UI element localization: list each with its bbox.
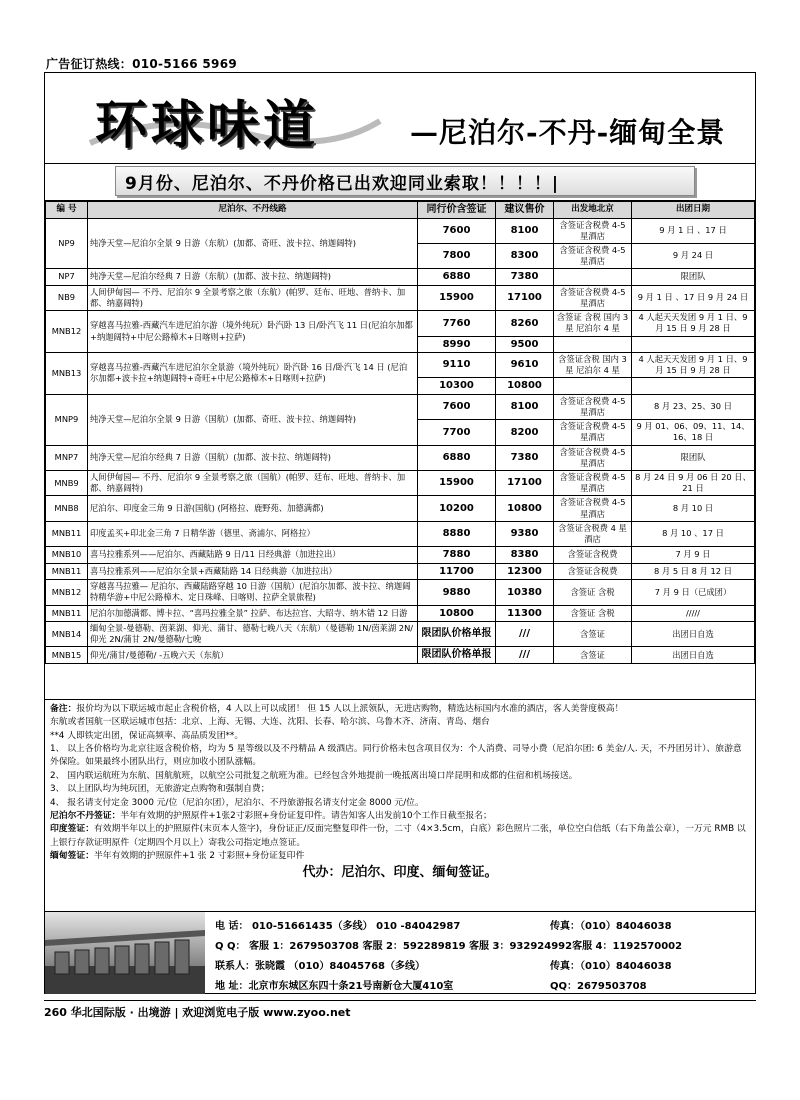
peer-price: 9880 [418,580,496,605]
departure-dates: 限团队 [632,445,755,470]
suggested-price: 10800 [496,496,554,521]
visa-info [554,269,632,286]
note-2: 2、 国内联运航班为东航、国航航班，以航空公司批复之航班为准。已经包含外地提前一晚抵离出境口岸昆明和成都的住宿和机场接送。 [50,770,578,781]
suggested-price: 17100 [496,471,554,496]
peer-price: 15900 [418,471,496,496]
visa-info: 含签证 含税 [554,580,632,605]
peer-price: 7600 [418,394,496,419]
peer-price: 7600 [418,218,496,243]
departure-dates: 4 人起天天发团 9 月 1 日、9 月 15 日 9 月 28 日 [632,311,755,336]
visa-info: 含签证含税费 4-5 星酒店 [554,285,632,310]
peer-price: 11700 [418,563,496,580]
note-3: 3、 以上团队均为纯玩团，无旅游定点购物和强制自费； [50,784,270,795]
visa-info: 含签证含税费 4-5 星酒店 [554,445,632,470]
departure-dates: 8 月 10 、17 日 [632,521,755,546]
prayer-wheels-illustration [45,912,205,994]
suggested-price: 8100 [496,394,554,419]
route-name: 人间伊甸园— 不丹、尼泊尔 9 全景考察之旅（东航）(帕罗、廷布、旺地、普纳卡、加都、纳嘉阔特) [88,285,418,310]
table-row [46,394,755,419]
peer-price: 10300 [418,378,496,395]
peer-price: 6880 [418,269,496,286]
notes-section [44,700,756,912]
visa-info: 含签证含税费 [554,563,632,580]
route-name: 穿越喜马拉雅-西藏汽车进尼泊尔游（境外纯玩）卧汽卧 13 日/卧汽飞 11 日(尼泊尔加都+纳迦阔特+中尼公路樟木+日喀则+拉萨) [88,311,418,353]
contact-person: 联系人：张晓霞 （010）84045768（多线） [215,961,426,972]
ad-hotline: 广告征订热线：010-5166 5969 [46,57,238,71]
route-code: MNB11 [46,521,88,546]
table-row [46,445,755,470]
india-visa: 印度签证：有效期半年以上的护照原件(末页本人签字)，身份证正/反面完整复印件一份，二寸（4×3.5cm，白底）彩色照片二张，单位空白信纸（右下角盖公章），一万元 RMB 以上银行存款证明原件（定期四个月以上）寄我公司指定地点签证。 [50,824,746,848]
suggested-price: 10800 [496,378,554,395]
peer-price: 限团队价格单报 [418,622,496,647]
departure-dates: 4 人起天天发团 9 月 1 日、9 月 15 日 9 月 28 日 [632,353,755,378]
note-4: 4、 报名请支付定金 3000 元/位（尼泊尔团），尼泊尔、不丹旅游报名请支付定金 8000 元/位。 [50,797,424,808]
peer-price: 限团队价格单报 [418,647,496,664]
table-row [46,647,755,664]
qq-main: QQ：2679503708 [550,981,647,992]
route-code: MNB8 [46,496,88,521]
suggested-price: 8380 [496,547,554,564]
suggested-price: 8100 [496,218,554,243]
table-header [46,202,755,219]
table-row [46,353,755,378]
route-code: MNB11 [46,605,88,622]
suggested-price: 7380 [496,445,554,470]
peer-price: 9110 [418,353,496,378]
route-name: 纯净天堂—尼泊尔经典 7 日游（国航）(加都、波卡拉、纳迦阔特) [88,445,418,470]
route-code: NB9 [46,285,88,310]
col-suggested-price: 建议售价 [496,202,554,219]
title-banner [44,72,756,164]
visa-info: 含签证含税费 4-5 星酒店 [554,471,632,496]
table-row [46,580,755,605]
peer-price: 8880 [418,521,496,546]
table-row [46,521,755,546]
departure-dates [632,378,755,395]
suggested-price: 8260 [496,311,554,336]
peer-price: 7760 [418,311,496,336]
fax-1: 传真：（010）84046038 [550,921,672,932]
peer-price: 8990 [418,336,496,353]
visa-info: 含签证含税费 4-5 星酒店 [554,394,632,419]
route-name: 纯净天堂—尼泊尔全景 9 日游（东航）(加都、奇旺、波卡拉、纳迦阔特) [88,218,418,269]
table-row [46,563,755,580]
departure-dates: ///// [632,605,755,622]
visa-info [554,336,632,353]
suggested-price: /// [496,622,554,647]
myanmar-visa: 缅甸签证：半年有效期的护照原件+1 张 2 寸彩照+身份证复印件 [50,850,305,861]
visa-info: 含签证 [554,622,632,647]
suggested-price: 9380 [496,521,554,546]
col-departure: 出发地北京 [554,202,632,219]
suggested-price: 10380 [496,580,554,605]
address: 地 址：北京市东城区东四十条21号南新仓大厦410室 [215,981,454,992]
table-row [46,605,755,622]
route-name: 纯净天堂—尼泊尔经典 7 日游（东航）(加都、波卡拉、纳迦阔特) [88,269,418,286]
peer-price: 10800 [418,605,496,622]
departure-dates: 8 月 10 日 [632,496,755,521]
departure-dates: 8 月 5 日 8 月 12 日 [632,563,755,580]
route-name: 尼泊尔、印度金三角 9 日游(国航) (阿格拉、鹿野苑、加德满都) [88,496,418,521]
visa-info [554,378,632,395]
table-row [46,311,755,336]
cities: 东航或者国航一区联运城市包括：北京、上海、无锡、大连、沈阳、长春、哈尔滨、乌鲁木齐、济南、青岛、烟台 [50,717,490,728]
departure-dates: 限团队 [632,269,755,286]
visa-info: 含签证含税费 4-5 星酒店 [554,218,632,243]
departure-dates: 8 月 23、25、30 日 [632,394,755,419]
page-footer: 260 华北国际版 · 出境游 | 欢迎浏览电子版 www.zyoo.net [44,1000,756,1018]
route-code: MNB9 [46,471,88,496]
suggested-price: 9610 [496,353,554,378]
peer-price: 7800 [418,243,496,268]
visa-info: 含签证含税费 [554,547,632,564]
table-row [46,269,755,286]
notice-bar [44,164,756,200]
suggested-price: 9500 [496,336,554,353]
departure-dates: 出团日自选 [632,647,755,664]
suggested-price: 8300 [496,243,554,268]
qq-list: Q Q： 客服 1：2679503708 客服 2：592289819 客服 3：932924992客服 4：1192570002 [215,941,683,952]
route-table-container [44,200,756,700]
main-title: 环球味道 [95,95,320,156]
route-code: MNB14 [46,622,88,647]
visa-info: 含签证含税费 4-5 星酒店 [554,420,632,445]
visa-info: 含签证含税费 4-5 星酒店 [554,243,632,268]
route-code: MNP7 [46,445,88,470]
peer-price: 15900 [418,285,496,310]
visa-info: 含签证 [554,647,632,664]
suggested-price: 12300 [496,563,554,580]
departure-dates: 7 月 9 日 [632,547,755,564]
table-row [46,496,755,521]
departure-dates: 出团日自选 [632,622,755,647]
route-name: 缅甸全景-曼德勒、茵莱湖、仰光、蒲甘、德勒七晚八天（东航）（曼德勒 1N/茵莱湖 2N/仰光 2N/蒲甘 2N/曼德勒/七晚 [88,622,418,647]
table-row [46,218,755,243]
col-code: 编 号 [46,202,88,219]
route-name: 喜马拉雅系列——尼泊尔全景+西藏陆路 14 日经典游（加进拉出） [88,563,418,580]
route-code: MNB15 [46,647,88,664]
table-row [46,547,755,564]
peer-price: 7700 [418,420,496,445]
route-code: MNB12 [46,580,88,605]
suggested-price: /// [496,647,554,664]
visa-info: 含签证含税费 4 星酒店 [554,521,632,546]
nepal-bhutan-visa: 尼泊尔不丹签证：半年有效期的护照原件+1张2寸彩照+身份证复印件。请告知客人出发前10个工作日截至报名； [50,810,492,821]
remark: 备注：报价均为以下联运城市起止含税价格，4 人以上可以成团！ 但 15 人以上派领队，无进店购物，精选达标国内水准的酒店，客人美誉度极高！ [50,704,624,714]
phone: 电 话： 010-51661435（多线） 010 -84042987 [215,921,461,932]
departure-dates: 9 月 1 日 、17 日 [632,218,755,243]
route-name: 尼泊尔加德满都、博卡拉、“喜玛拉雅全景” 拉萨、布达拉宫、大昭寺、纳木错 12 日游 [88,605,418,622]
prayer-wheels-photo [45,912,205,994]
col-peer-price: 同行价含签证 [418,202,496,219]
departure-dates: 9 月 1 日 、17 日 9 月 24 日 [632,285,755,310]
departure-dates [632,336,755,353]
route-code: MNB12 [46,311,88,353]
departure-dates: 8 月 24 日 9 月 06 日 20 日、21 日 [632,471,755,496]
guarantee: **4 人即铁定出团，保证高频率、高品质发团**。 [50,730,244,741]
fax-2: 传真：（010）84046038 [550,961,672,972]
col-dates: 出团日期 [632,202,755,219]
visa-info: 含签证含税费 4-5 星酒店 [554,496,632,521]
notice-text: 9月份、尼泊尔、不丹价格已出欢迎同业索取！！！！| [125,174,560,194]
route-name: 穿越喜马拉雅-西藏汽车进尼泊尔全景游（境外纯玩）卧汽卧 16 日/卧汽飞 14 日 (尼泊尔加都+波卡拉+纳迦阔特+奇旺+中尼公路樟木+日喀则+拉萨) [88,353,418,395]
route-code: MNB13 [46,353,88,395]
route-code: MNB11 [46,563,88,580]
table-row [46,285,755,310]
route-code: MNP9 [46,394,88,445]
table-row [46,471,755,496]
col-route: 尼泊尔、不丹线路 [88,202,418,219]
peer-price: 6880 [418,445,496,470]
departure-dates: 7 月 9 日（已成团） [632,580,755,605]
departure-dates: 9 月 24 日 [632,243,755,268]
route-code: NP9 [46,218,88,269]
visa-info: 含签证 含税 国内 3 星 尼泊尔 4 星 [554,311,632,336]
note-1: 1、 以上各价格均为北京往返含税价格，均为 5 星等级以及不丹精品 A 级酒店。同行价格未包含项目仅为：个人消费、司导小费（尼泊尔团: 6 美金/人. 天，不丹团另计）、旅游意外保险。如果最终小团队出行，则应加收小团队涨幅。 [50,744,742,768]
peer-price: 10200 [418,496,496,521]
table-row [46,622,755,647]
suggested-price: 11300 [496,605,554,622]
subtitle: —尼泊尔-不丹-缅甸全景 [410,116,726,149]
peer-price: 7880 [418,547,496,564]
visa-info: 含签证含税 国内 3 星 尼泊尔 4 星 [554,353,632,378]
route-name: 印度孟买+印北金三角 7 日精华游（德里、斋浦尔、阿格拉） [88,521,418,546]
route-name: 人间伊甸园— 不丹、尼泊尔 9 全景考察之旅（国航）(帕罗、廷布、旺地、普纳卡、加都、纳嘉阔特) [88,471,418,496]
route-code: MNB10 [46,547,88,564]
contact-section [44,912,756,994]
suggested-price: 7380 [496,269,554,286]
route-name: 穿越喜马拉雅— 尼泊尔、西藏陆路穿越 10 日游（国航）(尼泊尔加都、波卡拉、纳迦阔特精华游+中尼公路樟木、定日珠峰、日喀则、拉萨全景旅程) [88,580,418,605]
suggested-price: 17100 [496,285,554,310]
route-code: NP7 [46,269,88,286]
route-table [45,201,755,664]
suggested-price: 8200 [496,420,554,445]
departure-dates: 9 月 01、06、09、11、14、16、18 日 [632,420,755,445]
visa-info: 含签证 含税 [554,605,632,622]
route-name: 纯净天堂—尼泊尔全景 9 日游（国航）(加都、奇旺、波卡拉、纳迦阔特) [88,394,418,445]
visa-agent: 代办：尼泊尔、印度、缅甸签证。 [302,865,498,881]
route-name: 仰光/蒲甘/曼德勒/ -五晚六天（东航） [88,647,418,664]
route-name: 喜马拉雅系列——尼泊尔、西藏陆路 9 日/11 日经典游（加进拉出） [88,547,418,564]
